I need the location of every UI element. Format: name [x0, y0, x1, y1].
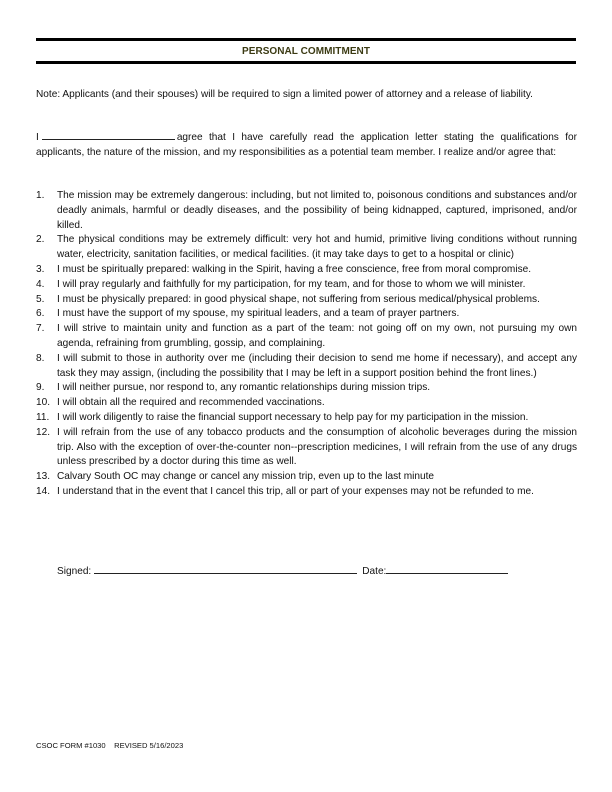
list-item: [36, 485, 577, 500]
page-title: PERSONAL COMMITMENT: [242, 46, 370, 57]
applicant-name-field[interactable]: [42, 129, 175, 140]
list-item-number: 14.: [36, 485, 51, 497]
list-item-number: 10.: [36, 397, 51, 409]
list-item: [36, 322, 577, 352]
list-item-number: 5.: [36, 293, 45, 305]
list-item: [36, 396, 577, 411]
intro-text: agree that I have carefully read the application letter stating the qualifications for applicants, the nature of the mission, and my responsibilities as a potential team member. I realize and/or agree that:: [36, 132, 577, 158]
list-item-number: 11.: [36, 411, 50, 423]
list-item-text: I will work diligently to raise the financial support necessary to help pay for my participation in the mission.: [57, 411, 529, 423]
signed-label: Signed:: [57, 566, 92, 577]
list-item-number: 13.: [36, 471, 51, 483]
list-item-text: I will submit to those in authority over me (including their decision to send me home if necessary), and accept any task they may assign, (including the possibility that I may be left in a support position behind the front lines.): [57, 352, 577, 379]
revised-date: REVISED 5/16/2023: [114, 741, 184, 750]
list-item-number: 7.: [36, 323, 45, 335]
date-field[interactable]: [386, 563, 508, 574]
list-item-number: 4.: [36, 278, 45, 290]
list-item-text: The physical conditions may be extremely difficult: very hot and humid, primitive living conditions without running water, electricity, sanitation facilities, or medical facilities. (it may take days to get to a hospital or clinic): [57, 234, 577, 261]
list-item: [36, 381, 577, 396]
intro-prefix: I: [36, 132, 39, 143]
list-item-text: Calvary South OC may change or cancel any mission trip, even up to the last minute: [57, 471, 435, 483]
list-item: [36, 411, 577, 426]
intro-paragraph: [36, 129, 577, 161]
section-header-band: [36, 38, 576, 64]
commitment-list: [36, 189, 577, 500]
list-item: [36, 352, 577, 382]
list-item-text: I will refrain from the use of any tobacco products and the consumption of alcoholic beverages during the mission trip. Also with the exception of over-the-counter non--prescription medicines, I will refrain from the use of any drugs unless prescribed by a doctor during this time as well.: [57, 426, 577, 468]
list-item: [36, 233, 577, 263]
list-item-number: 8.: [36, 352, 45, 364]
list-item-text: I will strive to maintain unity and function as a part of the team: not going off on my own, not pursuing my own agenda, refraining from grumbling, gossip, and complaining.: [57, 323, 577, 349]
list-item-text: I understand that in the event that I cancel this trip, all or part of your expenses may not be refunded to me.: [57, 485, 534, 497]
note-text: Note: Applicants (and their spouses) will be required to sign a limited power of attorney and a release of liability.: [36, 89, 533, 100]
list-item-number: 2.: [36, 234, 45, 246]
list-item: [36, 189, 577, 233]
form-number: CSOC FORM #1030: [36, 741, 106, 750]
list-item-number: 12.: [36, 426, 51, 438]
signature-field[interactable]: [94, 563, 357, 574]
form-footer: [36, 741, 183, 750]
list-item-text: I will neither pursue, nor respond to, any romantic relationships during mission trips.: [57, 382, 431, 394]
list-item-number: 6.: [36, 308, 45, 320]
list-item: [36, 278, 577, 293]
list-item-number: 3.: [36, 263, 45, 275]
list-item-number: 1.: [36, 190, 45, 201]
list-item: [36, 263, 577, 278]
list-item: [36, 307, 577, 322]
footer-spacer: [106, 741, 114, 750]
list-item-text: I will obtain all the required and recommended vaccinations.: [57, 397, 325, 409]
list-item-text: I must have the support of my spouse, my spiritual leaders, and a team of prayer partners.: [57, 308, 460, 320]
list-item-text: I will pray regularly and faithfully for my participation, for my team, and for those to whom we will minister.: [57, 278, 526, 290]
list-item-number: 9.: [36, 382, 45, 394]
date-label: Date:: [362, 566, 387, 577]
list-item-text: I must be spiritually prepared: walking in the Spirit, having a free conscience, free from moral compromise.: [57, 263, 532, 275]
list-item: [36, 426, 577, 470]
list-item: [36, 470, 577, 485]
signature-row: [57, 563, 527, 580]
list-item-text: The mission may be extremely dangerous: including, but not limited to, poisonous conditions and substances and/or deadly animals, harmful or deadly diseases, and the possibility of being kidnapped, captured, imprisoned, and/or killed.: [57, 190, 577, 231]
list-item-text: I must be physically prepared: in good physical shape, not suffering from serious medical/physical problems.: [57, 293, 540, 305]
list-item: [36, 293, 577, 308]
